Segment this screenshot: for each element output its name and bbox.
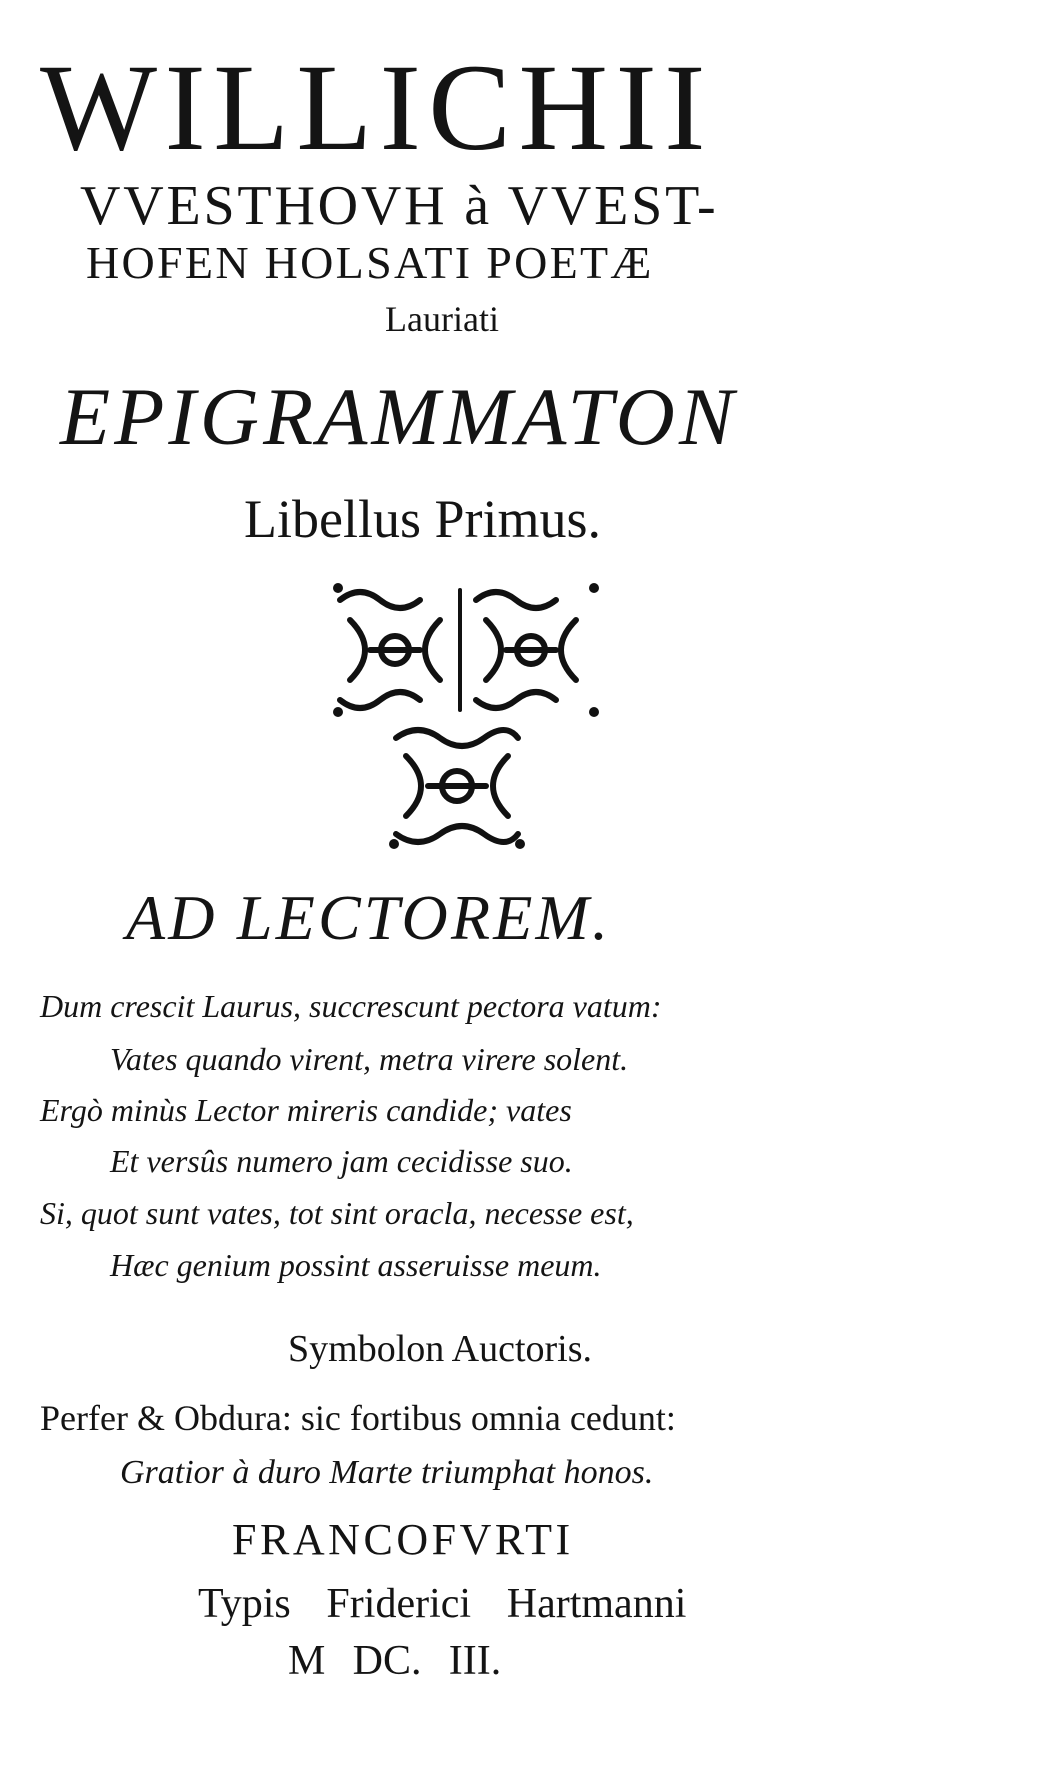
imprint-date: M DC. III. [288, 1638, 502, 1684]
verse-line-5: Si, quot sunt vates, tot sint oracla, necesse est, [40, 1195, 634, 1231]
motto-heading: Symbolon Auctoris. [288, 1328, 593, 1370]
dedication-heading: AD LECTOREM. [126, 882, 612, 953]
author-title: Lauriati [385, 299, 499, 339]
verse-line-4: Et versûs numero jam cecidisse suo. [110, 1143, 573, 1179]
author-surname: WILLICHII [40, 39, 713, 176]
verse-line-1: Dum crescit Laurus, succrescunt pectora vatum: [40, 988, 662, 1024]
verse-line-6: Hæc genium possint asseruisse meum. [110, 1247, 602, 1283]
imprint-printer: Typis Friderici Hartmanni [198, 1581, 687, 1627]
imprint-place: FRANCOFVRTI [232, 1515, 574, 1564]
author-name-line: VVESTHOVH à VVEST- [80, 175, 719, 237]
motto-line-1: Perfer & Obdura: sic fortibus omnia cedunt: [40, 1398, 676, 1438]
verse-line-2: Vates quando virent, metra virere solent. [110, 1041, 629, 1077]
fleuron-ornament-bottom [386, 720, 528, 852]
work-title: EPIGRAMMATON [60, 371, 738, 462]
book-subtitle: Libellus Primus. [244, 489, 602, 549]
author-origin-line: HOFEN HOLSATI POETÆ [86, 237, 654, 288]
fleuron-ornament-top [330, 580, 602, 720]
verse-line-3: Ergò minùs Lector mireris candide; vates [40, 1092, 572, 1128]
motto-line-2: Gratior à duro Marte triumphat honos. [120, 1454, 654, 1491]
